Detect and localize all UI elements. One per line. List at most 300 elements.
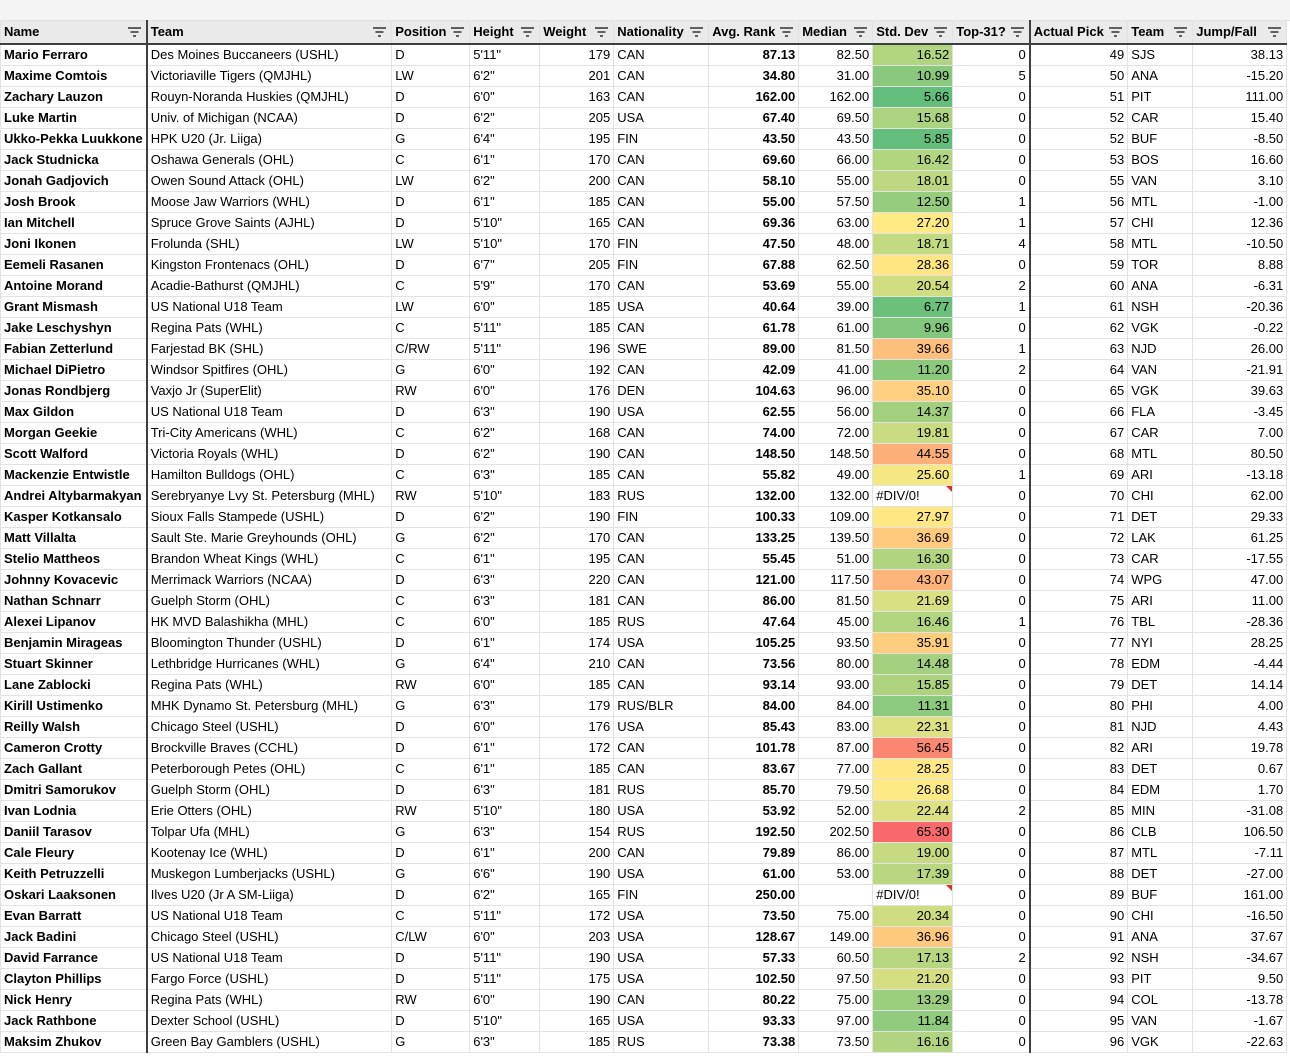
table-cell[interactable]: G [392, 1032, 470, 1053]
table-cell[interactable]: COL [1128, 990, 1193, 1011]
table-cell[interactable]: -3.45 [1193, 402, 1287, 423]
table-cell[interactable]: FIN [614, 129, 709, 150]
table-cell[interactable]: CAN [614, 675, 709, 696]
table-cell[interactable]: 0 [953, 843, 1030, 864]
table-cell[interactable]: 64 [1030, 360, 1128, 381]
table-cell[interactable]: 0 [953, 486, 1030, 507]
table-cell[interactable]: 161.00 [1193, 885, 1287, 906]
table-cell[interactable]: -10.50 [1193, 234, 1287, 255]
table-cell[interactable]: 22.44 [873, 801, 953, 822]
table-cell[interactable]: 6'1" [470, 759, 540, 780]
table-cell[interactable]: 202.50 [799, 822, 873, 843]
table-cell[interactable]: Victoria Royals (WHL) [147, 444, 392, 465]
table-cell[interactable]: 7.00 [1193, 423, 1287, 444]
table-cell[interactable]: 0 [953, 528, 1030, 549]
table-cell[interactable]: 6'1" [470, 549, 540, 570]
table-cell[interactable]: 6'3" [470, 1032, 540, 1053]
table-cell[interactable]: 181 [540, 780, 614, 801]
table-cell[interactable]: CAN [614, 465, 709, 486]
table-cell[interactable]: 6'0" [470, 612, 540, 633]
table-cell[interactable]: 84.00 [799, 696, 873, 717]
table-cell[interactable]: RUS/BLR [614, 696, 709, 717]
table-cell[interactable]: Dexter School (USHL) [147, 1011, 392, 1032]
table-cell[interactable]: 176 [540, 381, 614, 402]
table-cell[interactable]: 43.50 [799, 129, 873, 150]
table-cell[interactable]: 39.63 [1193, 381, 1287, 402]
table-cell[interactable]: 20.54 [873, 276, 953, 297]
table-cell[interactable]: 102.50 [709, 969, 799, 990]
table-cell[interactable]: 180 [540, 801, 614, 822]
table-cell[interactable]: Josh Brook [1, 192, 147, 213]
table-cell[interactable]: 83 [1030, 759, 1128, 780]
table-cell[interactable]: 14.14 [1193, 675, 1287, 696]
table-cell[interactable]: 6'6" [470, 864, 540, 885]
table-cell[interactable]: 2 [953, 801, 1030, 822]
table-cell[interactable]: D [392, 213, 470, 234]
table-cell[interactable]: 81 [1030, 717, 1128, 738]
table-cell[interactable]: 128.67 [709, 927, 799, 948]
table-cell[interactable]: 55 [1030, 171, 1128, 192]
table-cell[interactable]: 73.38 [709, 1032, 799, 1053]
table-cell[interactable]: 250.00 [709, 885, 799, 906]
table-cell[interactable]: NJD [1128, 339, 1193, 360]
table-cell[interactable]: 0 [953, 381, 1030, 402]
table-cell[interactable]: 75.00 [799, 906, 873, 927]
table-cell[interactable]: Johnny Kovacevic [1, 570, 147, 591]
table-cell[interactable]: 27.20 [873, 213, 953, 234]
table-cell[interactable]: 185 [540, 318, 614, 339]
table-cell[interactable]: Regina Pats (WHL) [147, 675, 392, 696]
table-cell[interactable]: C [392, 465, 470, 486]
table-cell[interactable]: 82 [1030, 738, 1128, 759]
table-cell[interactable]: 6'3" [470, 591, 540, 612]
column-header[interactable] [953, 21, 1030, 45]
column-header[interactable] [1, 21, 147, 45]
table-cell[interactable]: 28.25 [1193, 633, 1287, 654]
table-cell[interactable]: 19.00 [873, 843, 953, 864]
table-cell[interactable]: 69 [1030, 465, 1128, 486]
table-cell[interactable]: 52.00 [799, 801, 873, 822]
table-cell[interactable]: CHI [1128, 486, 1193, 507]
table-cell[interactable]: 72.00 [799, 423, 873, 444]
table-cell[interactable]: 6'2" [470, 507, 540, 528]
table-cell[interactable]: 51 [1030, 87, 1128, 108]
table-cell[interactable]: 66 [1030, 402, 1128, 423]
table-cell[interactable]: -28.36 [1193, 612, 1287, 633]
table-cell[interactable]: 41.00 [799, 360, 873, 381]
table-cell[interactable]: 93.50 [799, 633, 873, 654]
table-cell[interactable]: 69.36 [709, 213, 799, 234]
table-cell[interactable]: CAR [1128, 108, 1193, 129]
table-cell[interactable]: 132.00 [709, 486, 799, 507]
table-cell[interactable]: 0 [953, 696, 1030, 717]
table-cell[interactable]: Green Bay Gamblers (USHL) [147, 1032, 392, 1053]
table-cell[interactable]: 0.67 [1193, 759, 1287, 780]
table-cell[interactable]: 10.99 [873, 66, 953, 87]
table-cell[interactable]: 190 [540, 507, 614, 528]
table-cell[interactable]: 1 [953, 192, 1030, 213]
table-cell[interactable]: D [392, 507, 470, 528]
table-cell[interactable]: Windsor Spitfires (OHL) [147, 360, 392, 381]
table-cell[interactable]: Muskegon Lumberjacks (USHL) [147, 864, 392, 885]
table-cell[interactable]: 57 [1030, 213, 1128, 234]
table-cell[interactable]: ANA [1128, 927, 1193, 948]
table-cell[interactable]: 5'10" [470, 234, 540, 255]
table-cell[interactable]: 49 [1030, 44, 1128, 66]
table-cell[interactable]: 16.52 [873, 44, 953, 66]
table-cell[interactable]: 210 [540, 654, 614, 675]
table-cell[interactable]: Cale Fleury [1, 843, 147, 864]
table-cell[interactable]: 84 [1030, 780, 1128, 801]
table-cell[interactable]: 96.00 [799, 381, 873, 402]
table-cell[interactable]: C [392, 150, 470, 171]
table-cell[interactable]: NSH [1128, 297, 1193, 318]
table-cell[interactable]: 0 [953, 255, 1030, 276]
table-cell[interactable]: 11.84 [873, 1011, 953, 1032]
table-cell[interactable]: 162.00 [709, 87, 799, 108]
table-cell[interactable]: 57.33 [709, 948, 799, 969]
table-cell[interactable]: 2 [953, 948, 1030, 969]
table-cell[interactable]: 27.97 [873, 507, 953, 528]
table-cell[interactable]: 1 [953, 213, 1030, 234]
table-cell[interactable]: D [392, 969, 470, 990]
table-cell[interactable]: CAN [614, 528, 709, 549]
table-cell[interactable]: Vaxjo Jr (SuperElit) [147, 381, 392, 402]
table-cell[interactable]: 67.40 [709, 108, 799, 129]
table-cell[interactable]: Lane Zablocki [1, 675, 147, 696]
table-cell[interactable]: NSH [1128, 948, 1193, 969]
table-cell[interactable]: RUS [614, 780, 709, 801]
table-cell[interactable]: C [392, 276, 470, 297]
table-cell[interactable]: 65.30 [873, 822, 953, 843]
table-cell[interactable]: 90 [1030, 906, 1128, 927]
table-cell[interactable]: -13.18 [1193, 465, 1287, 486]
table-cell[interactable]: 15.40 [1193, 108, 1287, 129]
table-cell[interactable]: -4.44 [1193, 654, 1287, 675]
table-cell[interactable]: 62.50 [799, 255, 873, 276]
table-cell[interactable]: US National U18 Team [147, 906, 392, 927]
table-cell[interactable]: 1 [953, 297, 1030, 318]
table-cell[interactable]: 220 [540, 570, 614, 591]
table-cell[interactable]: Jonah Gadjovich [1, 171, 147, 192]
table-cell[interactable]: 35.91 [873, 633, 953, 654]
table-cell[interactable]: 16.30 [873, 549, 953, 570]
table-cell[interactable]: Stuart Skinner [1, 654, 147, 675]
table-cell[interactable]: RW [392, 381, 470, 402]
table-cell[interactable]: 77 [1030, 633, 1128, 654]
table-cell[interactable]: 168 [540, 423, 614, 444]
table-cell[interactable]: EDM [1128, 780, 1193, 801]
table-cell[interactable]: CAN [614, 44, 709, 66]
table-cell[interactable]: 55.00 [799, 171, 873, 192]
table-cell[interactable]: 16.16 [873, 1032, 953, 1053]
table-cell[interactable]: Max Gildon [1, 402, 147, 423]
table-cell[interactable]: Lethbridge Hurricanes (WHL) [147, 654, 392, 675]
table-cell[interactable]: 19.81 [873, 423, 953, 444]
table-cell[interactable]: -22.63 [1193, 1032, 1287, 1053]
table-cell[interactable]: 5.66 [873, 87, 953, 108]
table-cell[interactable]: 185 [540, 675, 614, 696]
table-cell[interactable]: 5 [953, 66, 1030, 87]
table-cell[interactable]: 16.42 [873, 150, 953, 171]
table-cell[interactable]: Fargo Force (USHL) [147, 969, 392, 990]
column-header[interactable] [470, 21, 540, 45]
table-cell[interactable]: ARI [1128, 738, 1193, 759]
table-cell[interactable]: Jake Leschyshyn [1, 318, 147, 339]
table-cell[interactable]: CAN [614, 87, 709, 108]
table-cell[interactable]: D [392, 192, 470, 213]
table-cell[interactable]: 87.13 [709, 44, 799, 66]
table-cell[interactable]: 0 [953, 87, 1030, 108]
table-cell[interactable]: D [392, 780, 470, 801]
table-cell[interactable]: USA [614, 906, 709, 927]
table-cell[interactable]: C [392, 759, 470, 780]
table-cell[interactable]: C/LW [392, 927, 470, 948]
table-cell[interactable]: Zach Gallant [1, 759, 147, 780]
table-cell[interactable]: 56.00 [799, 402, 873, 423]
table-cell[interactable]: CAN [614, 213, 709, 234]
table-cell[interactable]: 111.00 [1193, 87, 1287, 108]
table-cell[interactable]: 172 [540, 906, 614, 927]
table-cell[interactable]: US National U18 Team [147, 402, 392, 423]
table-cell[interactable]: 67 [1030, 423, 1128, 444]
table-cell[interactable]: G [392, 864, 470, 885]
table-cell[interactable]: 5'11" [470, 906, 540, 927]
table-cell[interactable]: 0 [953, 654, 1030, 675]
table-cell[interactable]: 6'2" [470, 171, 540, 192]
table-cell[interactable]: 176 [540, 717, 614, 738]
table-cell[interactable]: -8.50 [1193, 129, 1287, 150]
table-cell[interactable]: 170 [540, 528, 614, 549]
table-cell[interactable]: 6'1" [470, 150, 540, 171]
table-cell[interactable]: 18.01 [873, 171, 953, 192]
table-cell[interactable]: 0 [953, 969, 1030, 990]
table-cell[interactable]: 37.67 [1193, 927, 1287, 948]
table-cell[interactable]: 53.00 [799, 864, 873, 885]
table-cell[interactable] [799, 885, 873, 906]
table-cell[interactable]: Bloomington Thunder (USHL) [147, 633, 392, 654]
table-cell[interactable]: D [392, 444, 470, 465]
table-cell[interactable]: G [392, 654, 470, 675]
table-cell[interactable]: 55.45 [709, 549, 799, 570]
table-cell[interactable]: 0 [953, 717, 1030, 738]
table-cell[interactable]: Andrei Altybarmakyan [1, 486, 147, 507]
table-cell[interactable]: 175 [540, 969, 614, 990]
table-cell[interactable]: 163 [540, 87, 614, 108]
table-cell[interactable]: 203 [540, 927, 614, 948]
table-cell[interactable]: EDM [1128, 654, 1193, 675]
table-cell[interactable]: 106.50 [1193, 822, 1287, 843]
table-cell[interactable]: 0 [953, 885, 1030, 906]
table-cell[interactable]: 6'2" [470, 885, 540, 906]
table-cell[interactable]: NJD [1128, 717, 1193, 738]
table-cell[interactable]: 67.88 [709, 255, 799, 276]
table-cell[interactable]: 183 [540, 486, 614, 507]
table-cell[interactable]: Kasper Kotkansalo [1, 507, 147, 528]
table-cell[interactable]: Luke Martin [1, 108, 147, 129]
table-cell[interactable]: 83.67 [709, 759, 799, 780]
table-cell[interactable]: 185 [540, 1032, 614, 1053]
table-cell[interactable]: VGK [1128, 318, 1193, 339]
table-cell[interactable]: 0 [953, 402, 1030, 423]
table-cell[interactable]: D [392, 402, 470, 423]
table-cell[interactable]: Fabian Zetterlund [1, 339, 147, 360]
table-cell[interactable]: 0 [953, 129, 1030, 150]
table-cell[interactable]: 9.96 [873, 318, 953, 339]
table-cell[interactable]: C [392, 318, 470, 339]
table-cell[interactable]: USA [614, 864, 709, 885]
table-cell[interactable]: 5'11" [470, 44, 540, 66]
table-cell[interactable]: 84.00 [709, 696, 799, 717]
table-cell[interactable]: 63 [1030, 339, 1128, 360]
table-cell[interactable]: 17.13 [873, 948, 953, 969]
table-cell[interactable]: 70 [1030, 486, 1128, 507]
table-cell[interactable]: 201 [540, 66, 614, 87]
table-cell[interactable]: 6'2" [470, 66, 540, 87]
table-cell[interactable]: 44.55 [873, 444, 953, 465]
table-cell[interactable]: SWE [614, 339, 709, 360]
table-cell[interactable]: 17.39 [873, 864, 953, 885]
table-cell[interactable]: Stelio Mattheos [1, 549, 147, 570]
table-cell[interactable]: RUS [614, 486, 709, 507]
table-cell[interactable]: 15.68 [873, 108, 953, 129]
table-cell[interactable]: 165 [540, 213, 614, 234]
table-cell[interactable]: CAN [614, 276, 709, 297]
table-cell[interactable]: 28.25 [873, 759, 953, 780]
table-cell[interactable]: TOR [1128, 255, 1193, 276]
table-cell[interactable]: USA [614, 402, 709, 423]
table-cell[interactable]: D [392, 1011, 470, 1032]
table-cell[interactable]: Rouyn-Noranda Huskies (QMJHL) [147, 87, 392, 108]
table-cell[interactable]: 94 [1030, 990, 1128, 1011]
table-cell[interactable]: DET [1128, 675, 1193, 696]
table-cell[interactable]: Scott Walford [1, 444, 147, 465]
table-cell[interactable]: DET [1128, 864, 1193, 885]
table-cell[interactable]: 50 [1030, 66, 1128, 87]
table-cell[interactable]: 75 [1030, 591, 1128, 612]
table-cell[interactable]: Evan Barratt [1, 906, 147, 927]
table-cell[interactable]: 121.00 [709, 570, 799, 591]
table-cell[interactable]: 195 [540, 129, 614, 150]
table-cell[interactable]: 60.50 [799, 948, 873, 969]
table-cell[interactable]: MTL [1128, 192, 1193, 213]
table-cell[interactable]: 6'3" [470, 465, 540, 486]
table-cell[interactable]: 40.64 [709, 297, 799, 318]
table-cell[interactable]: 9.50 [1193, 969, 1287, 990]
table-cell[interactable]: 0 [953, 1032, 1030, 1053]
table-cell[interactable]: 80 [1030, 696, 1128, 717]
table-cell[interactable]: Reilly Walsh [1, 717, 147, 738]
table-cell[interactable]: PIT [1128, 969, 1193, 990]
table-cell[interactable]: 45.00 [799, 612, 873, 633]
table-cell[interactable]: Clayton Phillips [1, 969, 147, 990]
table-cell[interactable]: CAN [614, 66, 709, 87]
table-cell[interactable]: 96 [1030, 1032, 1128, 1053]
table-cell[interactable]: 85.43 [709, 717, 799, 738]
table-cell[interactable]: 53.69 [709, 276, 799, 297]
table-cell[interactable]: Jack Badini [1, 927, 147, 948]
table-cell[interactable]: CAN [614, 549, 709, 570]
table-cell[interactable]: 179 [540, 696, 614, 717]
table-cell[interactable]: CAN [614, 171, 709, 192]
table-cell[interactable]: Tri-City Americans (WHL) [147, 423, 392, 444]
table-cell[interactable]: G [392, 360, 470, 381]
table-cell[interactable]: 49.00 [799, 465, 873, 486]
table-cell[interactable]: D [392, 717, 470, 738]
table-cell[interactable]: 86.00 [709, 591, 799, 612]
table-cell[interactable]: 65 [1030, 381, 1128, 402]
table-cell[interactable]: USA [614, 927, 709, 948]
table-cell[interactable]: Ian Mitchell [1, 213, 147, 234]
table-cell[interactable]: MTL [1128, 843, 1193, 864]
table-cell[interactable]: 0 [953, 570, 1030, 591]
table-cell[interactable]: 87 [1030, 843, 1128, 864]
table-cell[interactable]: SJS [1128, 44, 1193, 66]
table-cell[interactable]: Cameron Crotty [1, 738, 147, 759]
table-cell[interactable]: 42.09 [709, 360, 799, 381]
table-cell[interactable]: 0 [953, 675, 1030, 696]
table-cell[interactable]: 0 [953, 444, 1030, 465]
table-cell[interactable]: Farjestad BK (SHL) [147, 339, 392, 360]
table-cell[interactable]: 76 [1030, 612, 1128, 633]
table-cell[interactable]: 75.00 [799, 990, 873, 1011]
table-cell[interactable]: 0 [953, 549, 1030, 570]
table-cell[interactable]: 6'0" [470, 675, 540, 696]
table-cell[interactable]: 0 [953, 423, 1030, 444]
table-cell[interactable]: 148.50 [799, 444, 873, 465]
table-cell[interactable]: 0 [953, 633, 1030, 654]
table-cell[interactable]: 185 [540, 759, 614, 780]
table-cell[interactable]: 190 [540, 444, 614, 465]
table-cell[interactable]: 190 [540, 990, 614, 1011]
table-cell[interactable]: 43.07 [873, 570, 953, 591]
table-cell[interactable]: Benjamin Mirageas [1, 633, 147, 654]
table-cell[interactable]: 170 [540, 276, 614, 297]
column-header[interactable] [614, 21, 709, 45]
table-cell[interactable]: 8.88 [1193, 255, 1287, 276]
table-cell[interactable]: 100.33 [709, 507, 799, 528]
table-cell[interactable]: 55.00 [799, 276, 873, 297]
table-cell[interactable]: CHI [1128, 213, 1193, 234]
table-cell[interactable]: G [392, 696, 470, 717]
table-cell[interactable]: 88 [1030, 864, 1128, 885]
table-cell[interactable]: G [392, 528, 470, 549]
table-cell[interactable]: 26.00 [1193, 339, 1287, 360]
table-cell[interactable]: Kootenay Ice (WHL) [147, 843, 392, 864]
table-cell[interactable]: -1.00 [1193, 192, 1287, 213]
table-cell[interactable]: CHI [1128, 906, 1193, 927]
table-cell[interactable]: 2 [953, 276, 1030, 297]
table-cell[interactable]: Serebryanye Lvy St. Petersburg (MHL) [147, 486, 392, 507]
table-cell[interactable]: -34.67 [1193, 948, 1287, 969]
table-cell[interactable]: 6'1" [470, 843, 540, 864]
table-cell[interactable]: Oshawa Generals (OHL) [147, 150, 392, 171]
table-cell[interactable]: 190 [540, 864, 614, 885]
table-cell[interactable]: 69.60 [709, 150, 799, 171]
table-cell[interactable]: Eemeli Rasanen [1, 255, 147, 276]
table-cell[interactable]: Grant Mismash [1, 297, 147, 318]
table-cell[interactable]: MTL [1128, 444, 1193, 465]
table-cell[interactable]: 97.00 [799, 1011, 873, 1032]
table-cell[interactable]: Zachary Lauzon [1, 87, 147, 108]
table-cell[interactable]: -1.67 [1193, 1011, 1287, 1032]
table-cell[interactable]: 165 [540, 885, 614, 906]
table-cell[interactable]: Spruce Grove Saints (AJHL) [147, 213, 392, 234]
column-header[interactable] [392, 21, 470, 45]
table-cell[interactable]: Tolpar Ufa (MHL) [147, 822, 392, 843]
table-cell[interactable]: 57.50 [799, 192, 873, 213]
table-cell[interactable]: 56.45 [873, 738, 953, 759]
